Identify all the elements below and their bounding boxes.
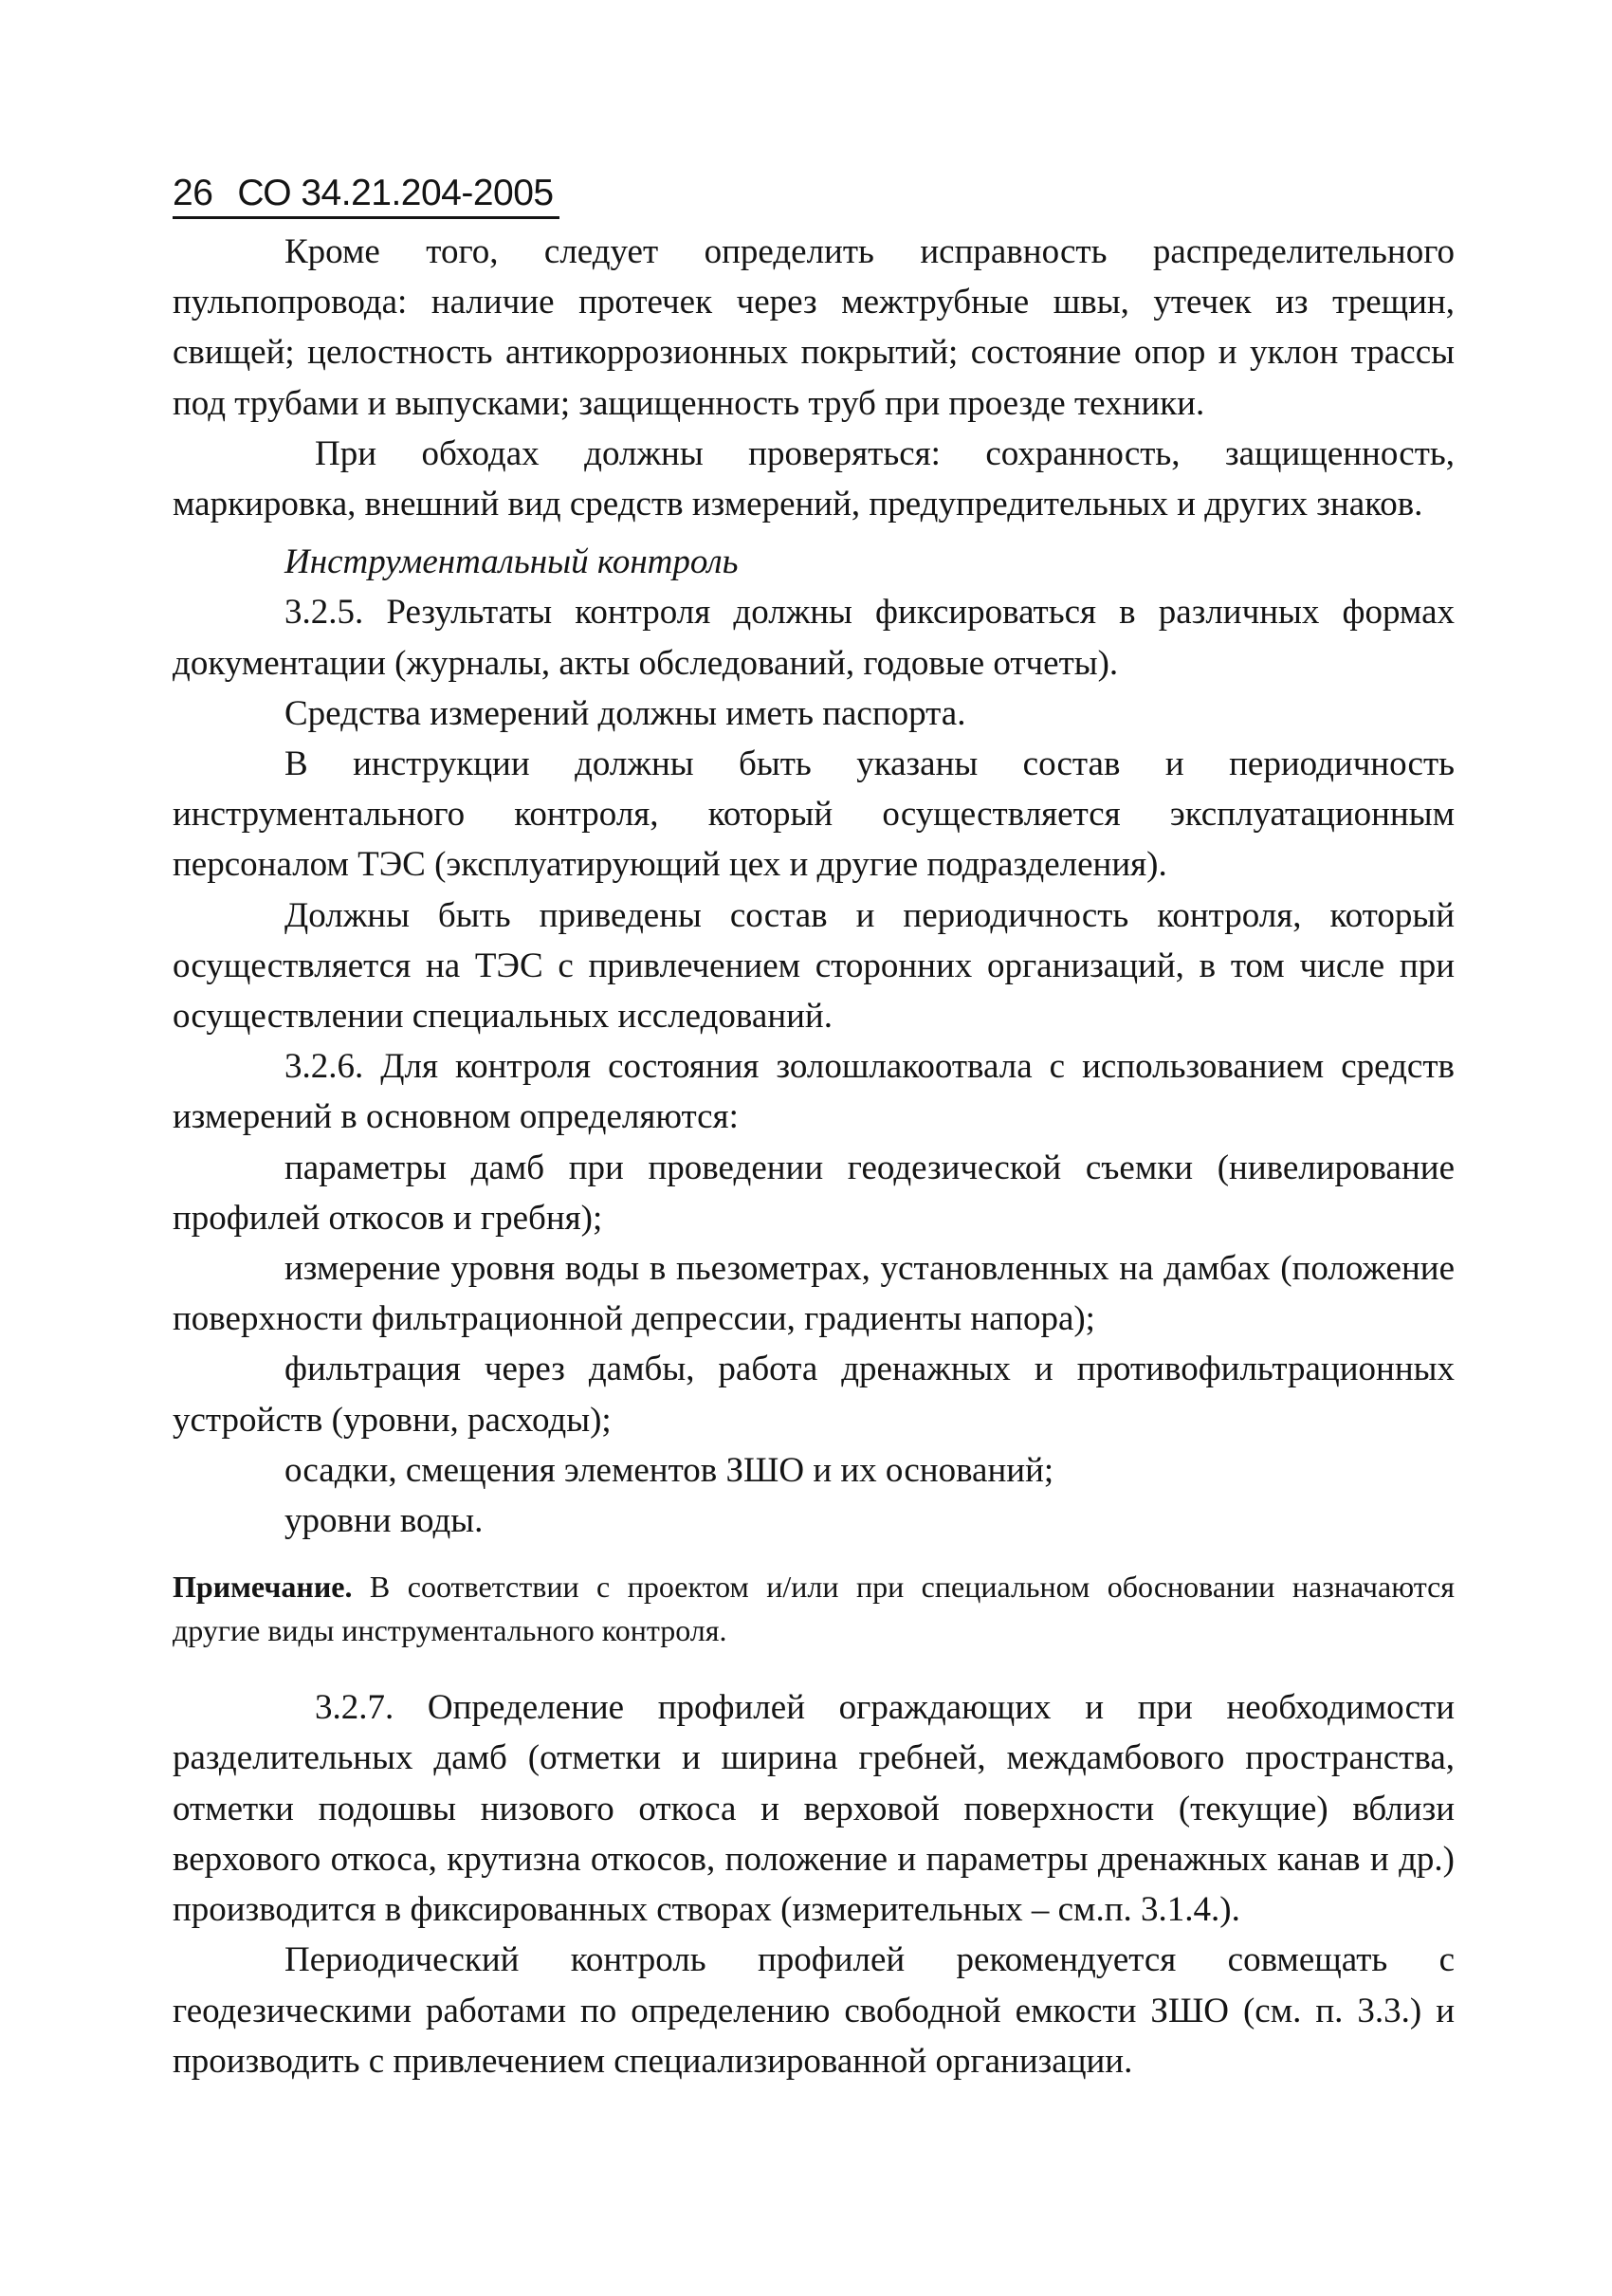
- paragraph-3-2-7: 3.2.7. Определение профилей ограждающих и при необходимости разделительных дамб (отметки и ширина гребней, междамбового пространства, отметки подошвы низового откоса и верховой поверхности (текущие) вблизи верхового откоса, крутизна откосов, положение и параметры дренажных канав и др.) производится в фиксированных створах (измерительных – см.п. 3.1.4.).: [173, 1688, 1455, 1930]
- paragraph-3-2-6: 3.2.6. Для контроля состояния золошлакоотвала с использованием средств измерений в основном определяются:: [173, 1047, 1455, 1137]
- document-code: СО 34.21.204-2005: [237, 173, 554, 213]
- paragraph-inspection-rounds: При обходах должны проверяться: сохранность, защищенность, маркировка, внешний вид средств измерений, предупредительных и других знаков.: [173, 433, 1455, 524]
- paragraph-external-orgs: Должны быть приведены состав и периодичность контроля, который осуществляется на ТЭС с привлечением сторонних организаций, в том числе при осуществлении специальных исследований.: [173, 895, 1455, 1037]
- paragraph-instructions: В инструкции должны быть указаны состав и периодичность инструментального контроля, который осуществляется эксплуатационным персоналом ТЭС (эксплуатирующий цех и другие подразделения).: [173, 744, 1455, 885]
- list-item: осадки, смещения элементов ЗШО и их оснований;: [284, 1450, 1054, 1490]
- measurement-list: [173, 1143, 1455, 1547]
- list-item: фильтрация через дамбы, работа дренажных и противофильтрационных устройств (уровни, расходы);: [173, 1350, 1455, 1440]
- note-label: Примечание.: [173, 1570, 353, 1605]
- document-page: [173, 171, 1455, 2086]
- section-title: Инструментальный контроль: [284, 542, 739, 582]
- paragraph-pipeline-check: Кроме того, следует определить исправность распределительного пульпопровода: наличие протечек через межтрубные швы, утечек из трещин, свищей; целостность антикоррозионных покрытий; состояние опор и уклон трассы под трубами и выпусками; защищенность труб при проезде техники.: [173, 232, 1455, 423]
- paragraph-3-2-5: 3.2.5. Результаты контроля должны фиксироваться в различных формах документации (журналы, акты обследований, годовые отчеты).: [173, 593, 1455, 683]
- page-header: [173, 171, 559, 219]
- list-item: параметры дамб при проведении геодезической съемки (нивелирование профилей откосов и гребня);: [173, 1148, 1455, 1238]
- page-number: 26: [173, 173, 213, 213]
- list-item: уровни воды.: [284, 1501, 484, 1541]
- list-item: измерение уровня воды в пьезометрах, установленных на дамбах (положение поверхности фильтрационной депрессии, градиенты напора);: [173, 1249, 1455, 1339]
- paragraph-passports: Средства измерений должны иметь паспорта.: [284, 693, 966, 733]
- paragraph-periodic-control: Периодический контроль профилей рекомендуется совмещать с геодезическими работами по определению свободной емкости ЗШО (см. п. 3.3.) и производить с привлечением специализированной организации.: [173, 1940, 1455, 2081]
- note-text: В соответствии с проектом и/или при специальном обосновании назначаются другие виды инструментального контроля.: [173, 1570, 1455, 1648]
- note: [173, 1565, 1455, 1652]
